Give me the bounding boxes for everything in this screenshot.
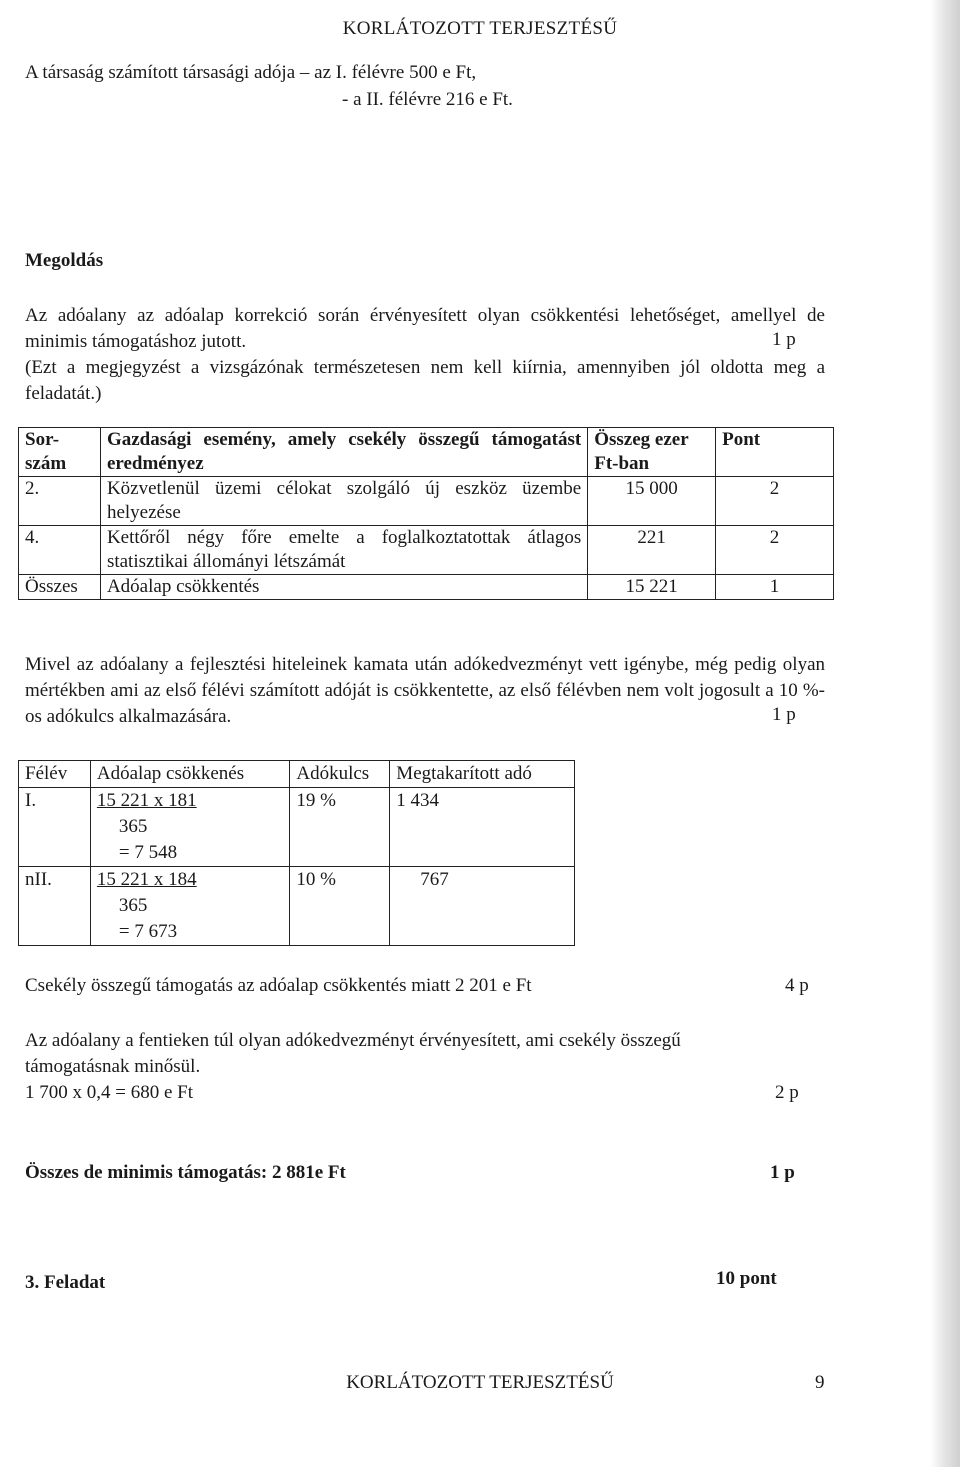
paragraph-3-points: 1 p [772,704,796,725]
paragraph-5-line-2: támogatásnak minősül. [25,1056,201,1077]
row-rate: 19 % [290,788,390,867]
paragraph-2: (Ezt a megjegyzést a vizsgázónak természetesen nem kell kiírnia, amennyiben jól oldotta meg a feladatát.) [25,357,825,404]
savings-table [18,760,575,946]
table-row [19,477,834,526]
row-points: 1 [716,575,834,600]
paragraph-1-text: Az adóalany az adóalap korrekció során érvényesített olyan csökkentési lehetőséget, amellyel de minimis támogatáshoz jutott. [25,305,825,352]
events-table-header [19,428,834,477]
calc-denominator: 365 [118,816,148,837]
paragraph-4: Csekély összegű támogatás az adóalap csökkentés miatt 2 201 e Ft [25,975,532,996]
row-period: nII. [19,867,91,946]
row-points: 2 [716,526,834,575]
task-points: 10 pont [716,1268,777,1289]
intro-line-2: - a II. félévre 216 e Ft. [342,89,513,110]
solution-heading: Megoldás [25,250,104,271]
intro-label: A társaság számított társasági adója – [25,62,310,83]
paragraph-1 [25,303,825,355]
page-number: 9 [815,1372,825,1393]
calc-result: = 7 548 [118,842,178,863]
header-base-reduction: Adóalap csökkenés [90,761,289,788]
header-tax-rate: Adókulcs [290,761,390,788]
header-row-number: Sor-szám [19,428,101,477]
task-heading: 3. Feladat [25,1272,106,1293]
row-amount: 15 000 [588,477,716,526]
row-event: Kettőről négy főre emelte a foglalkoztatottak átlagos statisztikai állományi létszámát [100,526,587,575]
row-event: Adóalap csökkentés [100,575,587,600]
row-amount: 15 221 [588,575,716,600]
total-de-minimis: Összes de minimis támogatás: 2 881e Ft [25,1162,346,1183]
events-table [18,427,834,600]
row-points: 2 [716,477,834,526]
page-header: KORLÁTOZOTT TERJESZTÉSŰ [342,18,618,39]
row-event: Közvetlenül üzemi célokat szolgáló új eszköz üzembe helyezése [100,477,587,526]
intro-line-1 [25,62,476,84]
row-calculation [90,788,289,867]
paragraph-5-line-1: Az adóalany a fentieken túl olyan adókedvezményt érvényesített, ami csekély összegű [25,1030,681,1051]
calc-numerator: 15 221 x 184 [96,869,197,890]
table-row [19,788,575,867]
row-saving: 767 [390,867,575,946]
header-period: Félév [19,761,91,788]
table-row [19,867,575,946]
row-number: 4. [19,526,101,575]
savings-table-header [19,761,575,788]
header-saved-tax: Megtakarított adó [390,761,575,788]
paragraph-5-line-3: 1 700 x 0,4 = 680 e Ft [25,1082,193,1103]
row-calculation [90,867,289,946]
page-footer: KORLÁTOZOTT TERJESZTÉSŰ [346,1372,614,1393]
calc-numerator: 15 221 x 181 [96,790,197,811]
row-period: I. [19,788,91,867]
row-amount: 221 [588,526,716,575]
paragraph-4-points: 4 p [785,975,809,996]
total-points: 1 p [770,1162,795,1183]
scan-edge-shadow [930,0,960,1467]
calc-denominator: 365 [118,895,148,916]
row-number: 2. [19,477,101,526]
header-event: Gazdasági esemény, amely csekély összegű támogatást eredményez [100,428,587,477]
table-row-total [19,575,834,600]
intro-first-half: az I. félévre 500 e Ft, [314,62,477,83]
paragraph-5-points: 2 p [775,1082,799,1103]
paragraph-1-points: 1 p [772,329,796,350]
row-saving: 1 434 [390,788,575,867]
table-row [19,526,834,575]
row-number: Összes [19,575,101,600]
header-points: Pont [716,428,834,477]
calc-result: = 7 673 [118,921,178,942]
paragraph-3-text: Mivel az adóalany a fejlesztési hiteleinek kamata után adókedvezményt vett igénybe, még pedig olyan mértékben ami az első félévi számított adóját is csökkentette, az első félévben nem volt jogosult a 10 %-os adókulcs alkalmazására. [25,654,825,727]
paragraph-3 [25,652,825,730]
row-rate: 10 % [290,867,390,946]
header-amount: Összeg ezer Ft-ban [588,428,716,477]
